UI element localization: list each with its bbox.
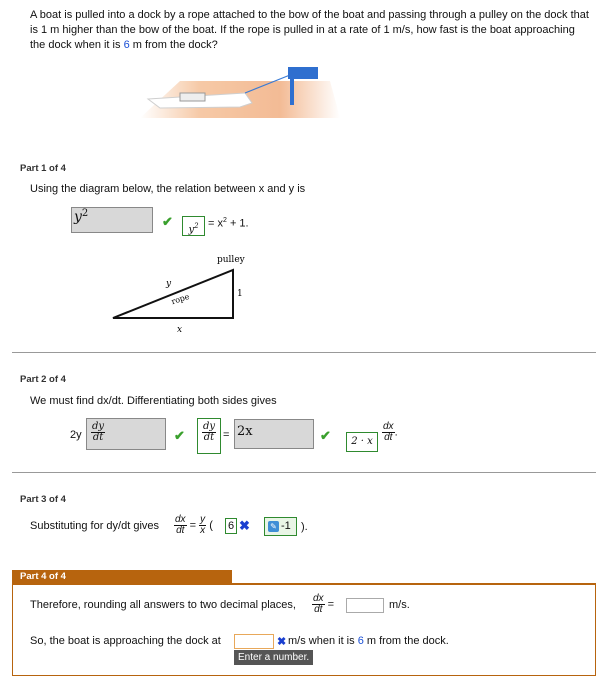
divider [12,352,596,353]
part4-label: Part 4 of 4 [12,570,232,583]
cross-icon: ✖ [277,636,287,648]
part4-line1: Therefore, rounding all answers to two decimal places, [30,599,296,611]
x-label: x [177,325,183,335]
part2-equals: = [223,429,230,441]
part3-equation: $\frac{dx}{dt}$ = $\frac{y}{x}$ ( [175,514,213,536]
part1-answer-box[interactable]: $y^2$ [71,207,153,233]
part2-instruction: We must find dx/dt. Differentiating both sides gives [30,395,277,407]
part2-answer-box-2[interactable]: 2x [234,419,314,449]
problem-text: A boat is pulled into a dock by a rope attached to the bow of the boat and passing through a pulley on the dock that is 1 m higher than the bow of the boat. If the rope is pulled in at a rate of 1 m/s, how fast is the boat approaching the dock when it is [30,9,589,51]
part4-speed-input[interactable] [234,634,274,649]
part4-rate-input[interactable] [346,598,384,613]
part4-line2-end: m/s when it is 6 m from the dock. [288,635,449,647]
problem-highlight: 6 [123,39,130,51]
boat-cabin [180,93,205,101]
input-tooltip: Enter a number. [234,650,313,665]
checkmark-icon: ✔ [320,428,331,443]
triangle-shape [113,270,233,318]
part4-line2-start: So, the boat is approaching the dock at [30,635,221,647]
part1-equation: = $x^2 + 1$. [208,217,249,230]
cross-icon: ✖ [239,518,250,533]
part3-wrong-input[interactable]: 6 [225,518,237,534]
part3-label: Part 3 of 4 [20,494,66,505]
hint-icon: ✎ [268,521,279,532]
part1-instruction: Using the diagram below, the relation between x and y is [30,183,306,195]
height-label: 1 [237,289,243,299]
pulley-label: pulley [217,255,245,265]
part3-hint-chip[interactable]: ✎ -1 [264,517,297,536]
part2-prefix: 2y [70,429,82,441]
problem-text-end: m from the dock? [129,39,218,51]
part2-answer-box-1[interactable]: $\frac{dy}{dt}$ [86,418,166,450]
correct-answer-chip: 2 · x [346,432,378,452]
part3-close: ). [301,521,308,533]
y-label: y [166,279,172,289]
rope-label: rope [170,291,191,307]
divider [12,472,596,473]
part4-frac: $\frac{dx}{dt}$ = [313,593,335,615]
correct-answer-chip: $\frac{dy}{dt}$ [197,418,221,454]
part4-unit: m/s. [389,599,410,611]
checkmark-icon: ✔ [174,428,185,443]
part1-label: Part 1 of 4 [20,163,66,174]
part2-label: Part 2 of 4 [20,374,66,385]
boat-dock-illustration [140,62,340,124]
dock-platform [288,67,318,79]
correct-answer-chip: $y^2$ [182,216,205,236]
problem-statement [30,8,590,53]
part3-text: Substituting for dy/dt gives [30,520,160,532]
part2-tail: $\frac{dx}{dt}$ . [383,421,398,443]
triangle-diagram [105,250,265,340]
dock-post [290,79,294,105]
checkmark-icon: ✔ [162,214,173,229]
